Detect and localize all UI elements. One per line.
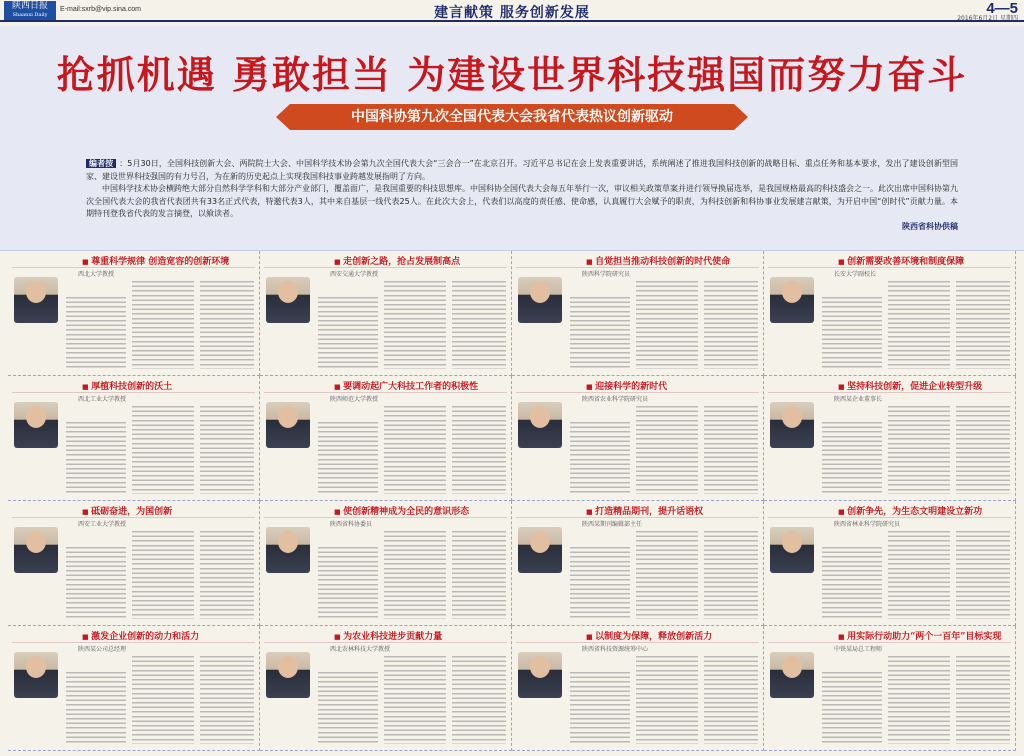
- article-body-text: [14, 281, 253, 369]
- article-card: [512, 626, 764, 751]
- editor-note-label: 编者按: [86, 159, 116, 168]
- article-byline: 陕西科学院研究员: [582, 271, 631, 278]
- article-header: [516, 504, 759, 518]
- text-column: [636, 406, 698, 494]
- article-body-text: [14, 531, 253, 619]
- text-column: [822, 672, 882, 744]
- article-header: [264, 379, 507, 393]
- article-body-text: [14, 406, 253, 494]
- text-column: [384, 406, 446, 494]
- article-body-text: [518, 406, 757, 494]
- text-column: [636, 656, 698, 744]
- article-title: ■ 要调动起广大科技工作者的积极性: [334, 379, 478, 392]
- text-column: [888, 406, 950, 494]
- text-column: [452, 281, 506, 369]
- article-byline: 陕西省科技资源统筹中心: [582, 646, 649, 653]
- subtitle-ribbon: 中国科协第九次全国代表大会我省代表热议创新驱动: [290, 104, 734, 130]
- text-column: [200, 281, 254, 369]
- article-header: [768, 254, 1011, 268]
- text-column: [570, 547, 630, 619]
- text-column: [384, 656, 446, 744]
- article-header: [516, 629, 759, 643]
- section-title: 建言献策 服务创新发展: [434, 5, 590, 21]
- article-title: ■ 砥砺奋进，为国创新: [82, 504, 172, 517]
- logo-text: 陕西日报: [11, 1, 48, 11]
- article-byline: 中铁某局总工程师: [834, 646, 883, 653]
- article-byline: 陕西省农业科学院研究员: [582, 396, 649, 403]
- article-card: [764, 251, 1016, 376]
- article-header: [264, 254, 507, 268]
- article-title: ■ 用实际行动助力“两个一百年”目标实现: [838, 629, 1001, 642]
- article-byline: 陕西某期刊编辑部主任: [582, 521, 643, 528]
- text-column: [888, 531, 950, 619]
- logo-subtitle: Shaanxi Daily: [12, 12, 48, 18]
- article-byline: 陕西某企业董事长: [834, 396, 883, 403]
- article-title: ■ 厚植科技创新的沃土: [82, 379, 172, 392]
- article-title: ■ 走创新之路，抢占发展制高点: [334, 254, 460, 267]
- article-card: [764, 626, 1016, 751]
- article-card: [260, 376, 512, 501]
- text-column: [66, 297, 126, 369]
- article-card: [512, 501, 764, 626]
- article-grid: [8, 251, 1016, 751]
- text-column: [66, 547, 126, 619]
- text-column: [956, 406, 1010, 494]
- article-byline: 陕西省科协委员: [330, 521, 373, 528]
- article-title: ■ 创新争先，为生态文明建设立新功: [838, 504, 982, 517]
- article-title: ■ 自觉担当推动科技创新的时代使命: [586, 254, 730, 267]
- article-title: ■ 打造精品期刊，提升话语权: [586, 504, 703, 517]
- article-title: ■ 激发企业创新的动力和活力: [82, 629, 199, 642]
- text-column: [200, 531, 254, 619]
- article-card: [512, 376, 764, 501]
- text-column: [956, 656, 1010, 744]
- article-byline: 陕西某公司总经理: [78, 646, 127, 653]
- main-headline: 抢抓机遇 勇敢担当 为建设世界科技强国而努力奋斗: [56, 52, 968, 97]
- text-column: [888, 281, 950, 369]
- editor-note-paragraph-1: ：5月30日，全国科技创新大会、两院院士大会、中国科学技术协会第九次全国代表大会“三会合一”在北京召开。习近平总书记在会上发表重要讲话，系统阐述了推进我国科技创新的战略目标、重点任务和基本要求，发出了建设创新型国家、建设世界科技强国的有力号召，为在新的历史起点上实现我国科技事业跨越发展指明了方向。: [86, 159, 958, 181]
- article-body-text: [266, 406, 505, 494]
- text-column: [570, 422, 630, 494]
- text-column: [822, 297, 882, 369]
- contact-email: E-mail:sxrb@vip.sina.com: [60, 6, 142, 13]
- editor-note-source: 陕西省科协供稿: [902, 222, 958, 231]
- article-byline: 西北农林科技大学教授: [330, 646, 391, 653]
- article-header: [516, 379, 759, 393]
- article-title: ■ 迎接科学的新时代: [586, 379, 667, 392]
- article-title: ■ 以制度为保障，释放创新活力: [586, 629, 712, 642]
- article-body-text: [518, 656, 757, 744]
- article-header: [516, 254, 759, 268]
- text-column: [636, 531, 698, 619]
- article-header: [768, 379, 1011, 393]
- text-column: [956, 281, 1010, 369]
- text-column: [704, 281, 758, 369]
- text-column: [570, 672, 630, 744]
- text-column: [704, 406, 758, 494]
- text-column: [318, 422, 378, 494]
- article-byline: 西安交通大学教授: [330, 271, 379, 278]
- article-card: [8, 501, 260, 626]
- article-body-text: [266, 281, 505, 369]
- article-title: ■ 创新需要改善环境和制度保障: [838, 254, 964, 267]
- text-column: [636, 281, 698, 369]
- article-card: [764, 501, 1016, 626]
- text-column: [200, 656, 254, 744]
- article-card: [260, 626, 512, 751]
- article-header: [768, 504, 1011, 518]
- article-byline: 西北大学教授: [78, 271, 115, 278]
- text-column: [452, 406, 506, 494]
- text-column: [822, 422, 882, 494]
- text-column: [66, 672, 126, 744]
- article-header: [264, 504, 507, 518]
- article-header: [12, 504, 255, 518]
- text-column: [704, 656, 758, 744]
- article-byline: 陕西师范大学教授: [330, 396, 379, 403]
- article-card: [8, 626, 260, 751]
- text-column: [704, 531, 758, 619]
- article-header: [264, 629, 507, 643]
- article-header: [12, 629, 255, 643]
- article-header: [12, 379, 255, 393]
- article-byline: 陕西省林业科学院研究员: [834, 521, 901, 528]
- text-column: [822, 547, 882, 619]
- article-card: [764, 376, 1016, 501]
- masthead: [0, 0, 1024, 22]
- text-column: [888, 656, 950, 744]
- text-column: [132, 281, 194, 369]
- text-column: [132, 531, 194, 619]
- text-column: [132, 656, 194, 744]
- editor-note: [86, 158, 958, 221]
- page-numbers: 4—5: [986, 0, 1018, 17]
- issue-date: 2016年6月2日 星期四: [957, 15, 1018, 22]
- article-body-text: [266, 531, 505, 619]
- article-body-text: [518, 281, 757, 369]
- text-column: [318, 297, 378, 369]
- text-column: [66, 422, 126, 494]
- text-column: [384, 531, 446, 619]
- text-column: [384, 281, 446, 369]
- text-column: [452, 531, 506, 619]
- article-body-text: [518, 531, 757, 619]
- text-column: [318, 672, 378, 744]
- article-byline: 西北工业大学教授: [78, 396, 127, 403]
- text-column: [132, 406, 194, 494]
- article-header: [768, 629, 1011, 643]
- article-card: [8, 376, 260, 501]
- text-column: [200, 406, 254, 494]
- article-byline: 长安大学副校长: [834, 271, 877, 278]
- article-title: ■ 为农业科技进步贡献力量: [334, 629, 442, 642]
- editor-note-paragraph-2: 中国科学技术协会横跨绝大部分自然科学学科和大部分产业部门，覆盖面广，是我国重要的科技思想库。中国科协全国代表大会每五年举行一次，审议相关政策草案并进行领导换届选举，是我国规格最高的科技盛会之一。此次出席中国科协第九次全国代表大会的我省代表团共有33名正式代表，特邀代表3人，其中来自基层一线代表25人。在此次大会上，代表们以高度的责任感、使命感，认真履行大会赋予的职责，为科技创新和科协事业发展建言献策，为开启中国“创时代”贡献力量。本期特刊登我省代表的发言摘登，以飨读者。: [86, 184, 958, 218]
- article-body-text: [14, 656, 253, 744]
- article-card: [8, 251, 260, 376]
- text-column: [318, 547, 378, 619]
- text-column: [570, 297, 630, 369]
- article-header: [12, 254, 255, 268]
- article-card: [512, 251, 764, 376]
- article-card: [260, 501, 512, 626]
- article-body-text: [770, 281, 1009, 369]
- article-body-text: [770, 656, 1009, 744]
- article-byline: 西安工业大学教授: [78, 521, 127, 528]
- article-body-text: [770, 406, 1009, 494]
- text-column: [452, 656, 506, 744]
- article-body-text: [770, 531, 1009, 619]
- article-title: ■ 坚持科技创新，促进企业转型升级: [838, 379, 982, 392]
- article-body-text: [266, 656, 505, 744]
- article-card: [260, 251, 512, 376]
- article-title: ■ 尊重科学规律 创造宽容的创新环境: [82, 254, 229, 267]
- article-title: ■ 使创新精神成为全民的意识形态: [334, 504, 469, 517]
- text-column: [956, 531, 1010, 619]
